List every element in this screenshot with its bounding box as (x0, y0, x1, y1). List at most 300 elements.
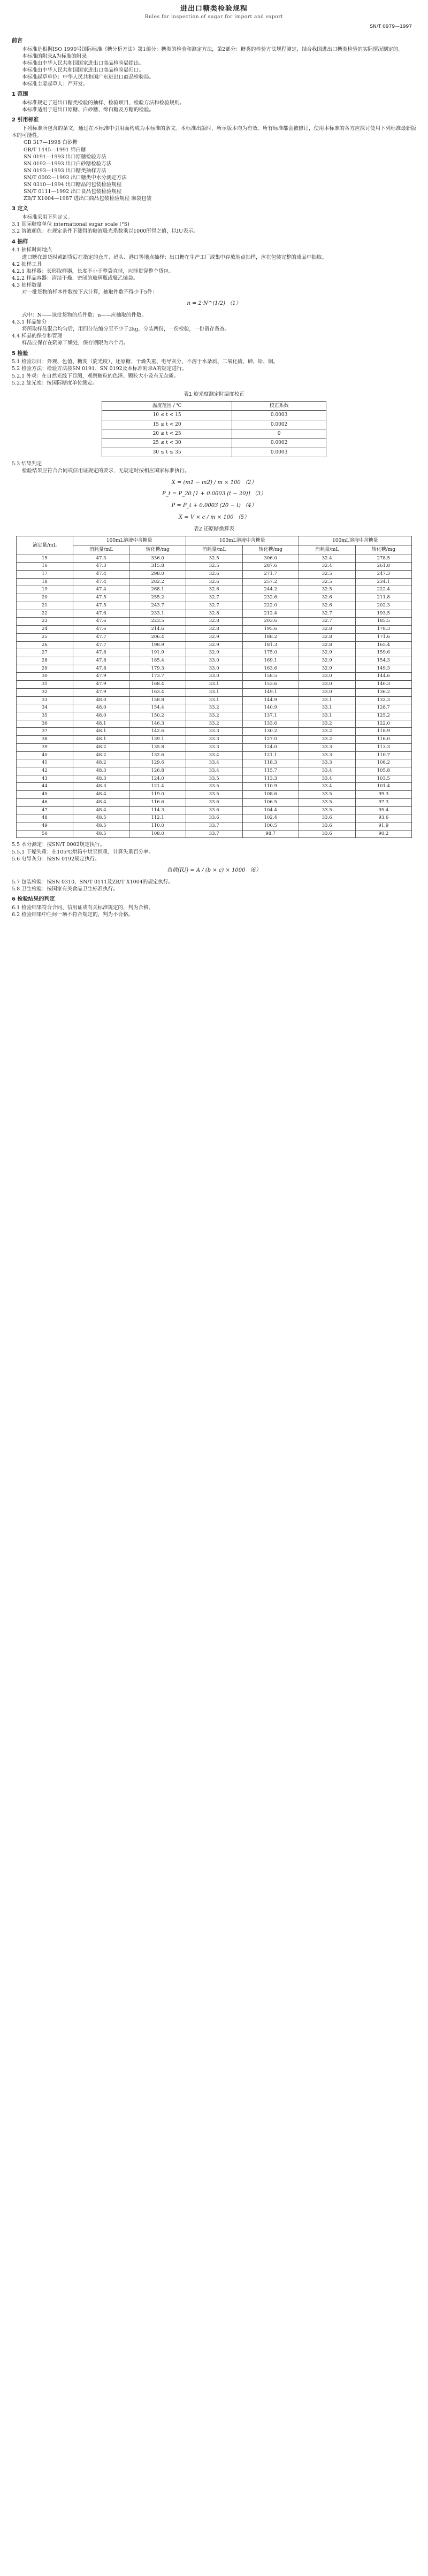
table-row (17, 791, 412, 799)
table-cell: 169.1 (242, 657, 299, 665)
table-cell: 10 ≤ t < 15 (102, 411, 232, 420)
table-row (17, 775, 412, 783)
section-heading: 4 抽样 (12, 239, 28, 245)
table-cell: 40 (17, 751, 73, 759)
clause: 5.1 检验项目：外观、色值、糖度（旋光度）、还原糖、干燥失重、电导灰分、不溶于水杂质、二氧化硫、砷、铅、铜。 (12, 359, 278, 365)
table-cell: 116.0 (355, 736, 411, 744)
table-cell: 47.6 (73, 618, 129, 626)
table-cell: 33.5 (299, 806, 355, 814)
table-cell: 121.4 (129, 783, 186, 791)
table-cell: 173.7 (129, 673, 186, 681)
clause: 4.3.1 样品缩分 (12, 319, 47, 326)
table-cell: 115.7 (242, 767, 299, 775)
table-cell: 15 (17, 555, 73, 563)
paragraph: 对一批货物的样本件数按下式计算，抽取件数不得少于5件： (22, 289, 158, 296)
table-cell: 212.4 (242, 610, 299, 618)
table-cell: 112.1 (129, 814, 186, 822)
table-cell: 48.5 (73, 830, 129, 838)
table-cell: 47.8 (73, 649, 129, 657)
table-cell: 48.2 (73, 759, 129, 767)
column-header: 滴定量/mL (17, 536, 73, 555)
table-cell: 32.8 (186, 618, 242, 626)
table-cell: 27 (17, 649, 73, 657)
table-cell: 34 (17, 704, 73, 712)
table-cell: 98.7 (242, 830, 299, 838)
clause: 5.2.2 旋光度：按国际糖度单位测定。 (12, 380, 98, 386)
section-heading: 1 范围 (12, 91, 28, 98)
table-cell: 33.1 (186, 681, 242, 689)
table-row (17, 751, 412, 759)
table-row (102, 439, 326, 448)
table-cell: 32.8 (299, 633, 355, 641)
table-cell: 28 (17, 657, 73, 665)
table-row (17, 586, 412, 594)
table-cell: 23 (17, 618, 73, 626)
table-cell: 136.2 (355, 688, 411, 696)
group-header: 100mL溶液中含糖量 (186, 536, 299, 545)
table-cell: 33.6 (186, 814, 242, 822)
reference-item: SN/T 0002—1993 出口糖类中水分测定方法 (24, 175, 127, 181)
table-row (17, 657, 412, 665)
table-cell: 244.2 (242, 586, 299, 594)
table-cell: 118.9 (355, 728, 411, 736)
clause: 5.6 电导灰分：按SN 0192规定执行。 (12, 856, 100, 862)
table-cell: 129.6 (129, 759, 186, 767)
table-cell: 33.0 (299, 673, 355, 681)
table-cell: 32.5 (186, 555, 242, 563)
table-cell: 29 (17, 665, 73, 673)
table-cell: 33.7 (186, 830, 242, 838)
table-row (17, 602, 412, 610)
clause: 6.2 检验结果中任何一项不符合规定的，判为不合格。 (12, 911, 134, 918)
table-cell: 154.4 (129, 704, 186, 712)
table-cell: 110.0 (129, 822, 186, 831)
paragraph: 下列标准所包含的条文，通过在本标准中引用而构成为本标准的条文。本标准出版时，所示版本均为有效。所有标准都会被修订，使用本标准的各方应探讨使用下列标准最新版本的可能性。 (12, 126, 416, 139)
formula-number: （5） (235, 514, 249, 520)
table-cell: 32.7 (299, 610, 355, 618)
table-cell: 33.2 (186, 720, 242, 728)
table-cell: 159.6 (355, 649, 411, 657)
table-cell: 33.6 (299, 822, 355, 831)
table-cell: 32.8 (299, 626, 355, 634)
table-cell: 32.5 (299, 578, 355, 586)
table-cell: 33.1 (186, 696, 242, 704)
table-cell: 110.7 (355, 751, 411, 759)
paragraph: 本标准的附录A为标准的附录。 (22, 53, 92, 59)
table-row (17, 798, 412, 806)
table-cell: 315.8 (129, 563, 186, 571)
table-cell: 106.5 (242, 798, 299, 806)
table-cell: 32.7 (186, 594, 242, 602)
table-cell: 31 (17, 681, 73, 689)
table-cell: 165.4 (355, 641, 411, 649)
table-cell: 149.3 (355, 665, 411, 673)
table-cell: 43 (17, 775, 73, 783)
table-cell: 108.0 (129, 830, 186, 838)
table-cell: 33.2 (186, 712, 242, 720)
table-cell: 22 (17, 610, 73, 618)
table-cell: 48.5 (73, 822, 129, 831)
clause: 6.1 检验结果符合合同、信用证或有关标准规定的，判为合格。 (12, 904, 154, 911)
paragraph: 将所取样品混合均匀后，用四分法缩分至不少于2kg，分装两份，一份检验，一份留存备查。 (22, 326, 230, 333)
table-cell: 32.9 (299, 657, 355, 665)
table-cell: 233.1 (129, 610, 186, 618)
table-cell: 32.7 (299, 618, 355, 626)
paragraph: 进口糖在卸货时或卸货后在指定的仓库、码头、港口等地点抽样；出口糖在生产工厂或集中存放地点抽样，应在包装完整的成品中抽取。 (22, 254, 327, 260)
clause: 4.2.2 样品容器：清洁干燥、密闭的玻璃瓶或聚乙烯袋。 (12, 275, 139, 281)
table-cell: 45 (17, 791, 73, 799)
table-cell: 37 (17, 728, 73, 736)
table-cell: 33.2 (299, 720, 355, 728)
table-cell: 121.1 (242, 751, 299, 759)
clause: 4.2 抽样工具 (12, 261, 42, 267)
table-cell: 48.0 (73, 704, 129, 712)
table-cell: 0.0002 (232, 439, 326, 448)
formula-number: （2） (242, 479, 257, 486)
table-cell: 149.1 (242, 688, 299, 696)
table-cell: 135.8 (129, 743, 186, 751)
reducing-sugar-table (16, 536, 412, 839)
table-cell: 222.4 (355, 586, 411, 594)
table-cell: 32.8 (299, 641, 355, 649)
table-cell: 25 ≤ t < 30 (102, 439, 232, 448)
table-cell: 140.9 (242, 704, 299, 712)
table-cell: 110.9 (242, 783, 299, 791)
table-cell: 171.6 (355, 633, 411, 641)
table-cell: 0.0003 (232, 411, 326, 420)
table-cell: 33.2 (299, 728, 355, 736)
table-cell: 32.6 (186, 586, 242, 594)
table-cell: 48.3 (73, 783, 129, 791)
table-cell: 15 ≤ t < 20 (102, 420, 232, 429)
table-cell: 179.3 (129, 665, 186, 673)
reference-item: GB/T 1445—1991 绵白糖 (24, 147, 86, 153)
table-cell: 47.6 (73, 626, 129, 634)
section-heading: 2 引用标准 (12, 117, 39, 124)
table-cell: 33.7 (186, 822, 242, 831)
table-cell: 126.8 (129, 767, 186, 775)
table-cell: 178.3 (355, 626, 411, 634)
table-row (17, 633, 412, 641)
table-cell: 124.0 (129, 775, 186, 783)
table-cell: 91.9 (355, 822, 411, 831)
paragraph: 本标准主要起草人：严开发。 (22, 81, 88, 88)
table-cell: 93.6 (355, 814, 411, 822)
table-cell: 261.8 (355, 563, 411, 571)
table-cell: 33.5 (299, 791, 355, 799)
table-cell: 175.0 (242, 649, 299, 657)
table-cell: 46 (17, 798, 73, 806)
table-row (17, 563, 412, 571)
clause: 5.8 卫生检验：按国家有关食品卫生标准执行。 (12, 886, 118, 892)
table-row (17, 610, 412, 618)
table-cell: 33.3 (186, 743, 242, 751)
table-cell: 33.5 (186, 791, 242, 799)
column-header: 转化糖/mg (129, 545, 186, 555)
table-cell: 271.7 (242, 571, 299, 579)
table-cell: 33.4 (186, 767, 242, 775)
formula-expression: 色值(IU) = A / (b × c) × 1000 (166, 867, 246, 873)
table-cell: 336.0 (129, 555, 186, 563)
table-cell: 32.6 (299, 602, 355, 610)
table-cell: 287.6 (242, 563, 299, 571)
table-cell: 33.1 (186, 688, 242, 696)
table-cell: 32.6 (186, 578, 242, 586)
table-row (102, 429, 326, 439)
table-cell: 33.1 (299, 696, 355, 704)
table-cell: 24 (17, 626, 73, 634)
table-cell: 90.2 (355, 830, 411, 838)
table-cell: 133.6 (242, 720, 299, 728)
table-cell: 181.3 (242, 641, 299, 649)
reference-item: SN/T 0111—1992 出口食品包装检验规程 (24, 189, 122, 195)
table-cell: 132.3 (355, 696, 411, 704)
table-cell: 243.7 (129, 602, 186, 610)
formula (12, 514, 416, 521)
table-cell: 48.5 (73, 814, 129, 822)
reference-item: ZB/T X1004—1987 进出口商品包装检验规程 麻袋包装 (24, 196, 152, 202)
table-cell: 33 (17, 696, 73, 704)
table-cell: 48.1 (73, 720, 129, 728)
table-cell: 223.5 (129, 618, 186, 626)
column-header: 温度范围 / ℃ (102, 401, 232, 410)
table-group-header-row (17, 536, 412, 545)
table-cell: 32.9 (186, 649, 242, 657)
table-cell: 18 (17, 578, 73, 586)
formula (12, 867, 416, 874)
document-header (0, 0, 428, 20)
table-cell: 33.6 (299, 814, 355, 822)
table-cell: 50 (17, 830, 73, 838)
table-row (17, 720, 412, 728)
formula-expression: P_t = P_20 [1 + 0.0003 (t − 20)] (162, 491, 250, 497)
table-row (17, 704, 412, 712)
table-cell: 247.3 (355, 571, 411, 579)
table-cell: 206.4 (129, 633, 186, 641)
table-cell: 33.5 (299, 798, 355, 806)
clause: 5.2.1 外观：在自然光线下目测，观察糖粒的色泽、颗粒大小及有无杂质。 (12, 373, 179, 379)
standard-number: SN/T 0979—1997 (370, 24, 412, 29)
clause: 5.3 结果判定 (12, 461, 42, 467)
table-cell: 158.5 (242, 673, 299, 681)
table-cell: 132.6 (129, 751, 186, 759)
table-cell: 32.9 (186, 641, 242, 649)
paragraph: 本标准适用于进出口原糖、白砂糖、绵白糖及方糖的检验。 (22, 107, 155, 113)
table-caption: 表2 还原糖换算表 (194, 526, 234, 532)
table-cell: 108.6 (242, 791, 299, 799)
table-cell: 33.4 (186, 751, 242, 759)
paragraph: 本标准由中华人民共和国国家进出口商品检验局提出。 (22, 60, 144, 67)
column-header: 转化糖/mg (355, 545, 411, 555)
table-cell: 203.6 (242, 618, 299, 626)
paragraph: 本标准起草单位：中华人民共和国广东进出口商品检验局。 (22, 74, 155, 81)
table-row (17, 806, 412, 814)
table-cell: 298.0 (129, 571, 186, 579)
table-cell: 130.2 (242, 728, 299, 736)
table-cell: 33.4 (299, 767, 355, 775)
table-cell: 103.5 (355, 775, 411, 783)
table-cell: 32.5 (299, 571, 355, 579)
table-cell: 48.0 (73, 712, 129, 720)
column-header: 转化糖/mg (242, 545, 299, 555)
table-cell: 128.7 (355, 704, 411, 712)
table-cell: 198.9 (129, 641, 186, 649)
table-cell: 48.4 (73, 806, 129, 814)
table-cell: 30 (17, 673, 73, 681)
column-header: 消耗量/mL (299, 545, 355, 555)
table-cell: 33.6 (299, 830, 355, 838)
table-cell: 33.0 (186, 673, 242, 681)
table-cell: 188.2 (242, 633, 299, 641)
formula (12, 490, 416, 498)
clause: 5.7 包装检验：按SN 0310、SN/T 0111及ZB/T X1004的规定执行。 (12, 879, 173, 885)
table-cell: 234.1 (355, 578, 411, 586)
formula-expression: n = 2·N^(1/2) (187, 301, 226, 307)
table-cell: 33.0 (186, 665, 242, 673)
table-cell: 47.6 (73, 610, 129, 618)
table-cell: 282.2 (129, 578, 186, 586)
table-cell: 33.0 (299, 688, 355, 696)
table-cell: 144.9 (242, 696, 299, 704)
table-cell: 105.8 (355, 767, 411, 775)
reference-item: SN 0193—1993 出口糖类抽样方法 (24, 167, 106, 174)
formula (12, 502, 416, 510)
table-cell: 48.4 (73, 798, 129, 806)
table-cell: 48.1 (73, 736, 129, 744)
table-cell: 137.1 (242, 712, 299, 720)
table-cell: 33.0 (299, 681, 355, 689)
table-cell: 48.2 (73, 751, 129, 759)
table-row (17, 696, 412, 704)
reference-list (12, 139, 416, 202)
table-cell: 16 (17, 563, 73, 571)
table-cell: 48.1 (73, 728, 129, 736)
table-cell: 21 (17, 602, 73, 610)
table-cell: 163.4 (129, 688, 186, 696)
table-cell: 139.1 (129, 736, 186, 744)
table-cell: 48.3 (73, 775, 129, 783)
table-cell: 33.1 (299, 704, 355, 712)
table-cell: 113.3 (242, 775, 299, 783)
clause: 4.2.1 取样器：长形取样器，长度不小于整袋直径，应能贯穿整个货包。 (12, 268, 174, 274)
table-cell: 42 (17, 767, 73, 775)
table-row (17, 665, 412, 673)
table-cell: 33.5 (186, 775, 242, 783)
clause: 5.5.1 干燥失重：在105℃烘箱中烘至恒重，计算失重百分率。 (12, 849, 154, 855)
formula-expression: X = V × c / m × 100 (178, 514, 234, 520)
table-cell: 32.8 (186, 610, 242, 618)
paragraph: 样品应保存在阴凉干燥处，保存期限为六个月。 (22, 340, 129, 347)
formula-expression: X = (m1 − m2) / m × 100 (171, 479, 241, 486)
document-body (12, 34, 416, 918)
table-cell: 32.8 (186, 626, 242, 634)
table-cell: 35 (17, 712, 73, 720)
table-cell: 48.4 (73, 791, 129, 799)
table-cell: 168.4 (129, 681, 186, 689)
formula-number: （4） (242, 503, 257, 509)
table-cell: 47.7 (73, 633, 129, 641)
table-cell: 38 (17, 736, 73, 744)
section-heading: 6 检验结果的判定 (12, 896, 55, 902)
table-row (17, 618, 412, 626)
table-cell: 33.1 (299, 712, 355, 720)
table-cell: 255.2 (129, 594, 186, 602)
clause: 5.5 水分测定：按SN/T 0002规定执行。 (12, 842, 105, 848)
table-cell: 232.6 (242, 594, 299, 602)
foreword-heading: 前言 (12, 38, 22, 44)
table-row (102, 448, 326, 457)
table-cell: 48 (17, 814, 73, 822)
table-cell: 257.2 (242, 578, 299, 586)
table-cell: 101.4 (355, 783, 411, 791)
table-cell: 119.0 (129, 791, 186, 799)
paragraph: 本标准由中华人民共和国国家进出口商品检验局归口。 (22, 67, 144, 74)
clause: 3.1 国际糖度单位 international sugar scale (°S) (12, 221, 129, 228)
table-row (102, 411, 326, 420)
table-cell: 20 (17, 594, 73, 602)
table-row (17, 555, 412, 563)
table-cell: 202.3 (355, 602, 411, 610)
table-cell: 33.0 (186, 657, 242, 665)
table-cell: 33.2 (186, 704, 242, 712)
table-cell: 47.4 (73, 586, 129, 594)
formula (12, 300, 416, 307)
table-row (17, 626, 412, 634)
table-cell: 47.8 (73, 657, 129, 665)
table-cell: 33.3 (299, 743, 355, 751)
table-cell: 36 (17, 720, 73, 728)
reference-item: SN 0191—1993 出口原糖检验方法 (24, 153, 106, 160)
table-cell: 222.0 (242, 602, 299, 610)
table-row (17, 594, 412, 602)
table-cell: 47 (17, 806, 73, 814)
table-cell: 185.4 (129, 657, 186, 665)
table-cell: 33.3 (186, 736, 242, 744)
table-cell: 195.6 (242, 626, 299, 634)
table-cell: 278.5 (355, 555, 411, 563)
table-cell: 47.4 (73, 578, 129, 586)
foreword-text (12, 46, 416, 88)
table-cell: 142.6 (129, 728, 186, 736)
table-body (17, 555, 412, 838)
formula-expression: P = P_t + 0.0003 (20 − t) (171, 503, 241, 509)
table-cell: 47.4 (73, 571, 129, 579)
table-cell: 153.6 (242, 681, 299, 689)
table-cell: 30 ≤ t ≤ 35 (102, 448, 232, 457)
table-cell: 33.4 (299, 775, 355, 783)
table-row (17, 759, 412, 767)
table-row (17, 814, 412, 822)
section-heading: 3 定义 (12, 206, 28, 212)
clause: 4.1 抽样时间地点 (12, 247, 52, 253)
table-cell: 33.4 (299, 783, 355, 791)
table-cell: 146.3 (129, 720, 186, 728)
clause: 4.3 抽样数量 (12, 282, 42, 288)
formula-legend: 式中：N——该批货物的总件数；n——应抽取的件数。 (22, 312, 147, 318)
formula (12, 479, 416, 487)
table-row (17, 822, 412, 831)
table-cell: 150.2 (129, 712, 186, 720)
table-cell: 47.5 (73, 594, 129, 602)
table-row (17, 783, 412, 791)
section-heading: 5 检验 (12, 350, 28, 357)
group-header: 100mL溶液中含糖量 (73, 536, 186, 545)
table-cell: 140.3 (355, 681, 411, 689)
table-cell: 32.4 (299, 555, 355, 563)
table-cell: 116.6 (129, 798, 186, 806)
table-cell: 185.5 (355, 618, 411, 626)
table-row (17, 673, 412, 681)
